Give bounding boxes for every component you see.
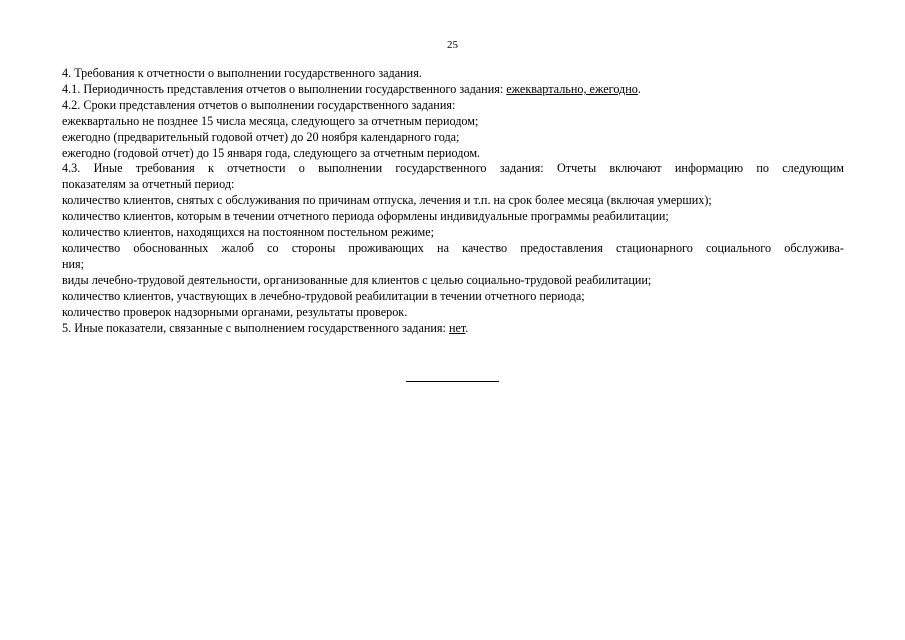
indicator-complaints-line2: ния; (62, 256, 85, 271)
section-4-heading: 4. Требования к отчетности о выполнении государственного задания. (62, 66, 422, 80)
section-5-suffix: . (465, 320, 469, 335)
section-5-label: 5. Иные показатели, связанные с выполнением государственного задания: (62, 320, 449, 335)
indicator-item: количество клиентов, находящихся на постоянном постельном режиме; (62, 225, 435, 240)
deadline-item: ежеквартально не позднее 15 числа месяца, следующего за отчетным периодом; (62, 113, 479, 128)
indicator-item: виды лечебно-трудовой деятельности, организованные для клиентов с целью социально-трудовой реабилитации; (62, 272, 652, 287)
section-5-value: нет (448, 320, 466, 335)
page-number: 25 (447, 39, 458, 51)
indicator-item: количество клиентов, которым в течении отчетного периода оформлены индивидуальные программы реабилитации; (62, 209, 669, 224)
indicator-item: количество клиентов, участвующих в лечебно-трудовой реабилитации в течении отчетного периода; (62, 288, 585, 303)
document-body (62, 66, 844, 336)
section-4-2-heading: 4.2. Сроки представления отчетов о выполнении государственного задания: (62, 97, 456, 112)
section-4-1-value: ежеквартально, ежегодно (506, 81, 638, 96)
section-4-3-heading-line2: показателям за отчетный период: (62, 177, 235, 192)
section-4-1-periodicity (62, 82, 844, 98)
deadline-item: ежегодно (годовой отчет) до 15 января года, следующего за отчетным периодом. (62, 145, 481, 160)
end-of-document-rule (406, 381, 499, 382)
section-4-1-label: 4.1. Периодичность представления отчетов о выполнении государственного задания: (62, 81, 507, 96)
section-5-other-indicators (62, 321, 844, 337)
indicator-item: количество проверок надзорными органами, результаты проверок. (62, 304, 408, 319)
section-4-3-heading-line1: 4.3. Иные требования к отчетности о выполнении государственного задания: Отчеты включают информацию по следующим (62, 161, 844, 176)
indicator-item: количество клиентов, снятых с обслуживания по причинам отпуска, лечения и т.п. на срок более месяца (включая умерших); (62, 193, 712, 208)
indicator-complaints-line1: количество обоснованных жалоб со стороны проживающих на качество предоставления стационарного социального обслужива- (62, 240, 844, 255)
deadline-item: ежегодно (предварительный годовой отчет) до 20 ноября календарного года; (62, 129, 460, 144)
section-4-1-suffix: . (637, 81, 641, 96)
